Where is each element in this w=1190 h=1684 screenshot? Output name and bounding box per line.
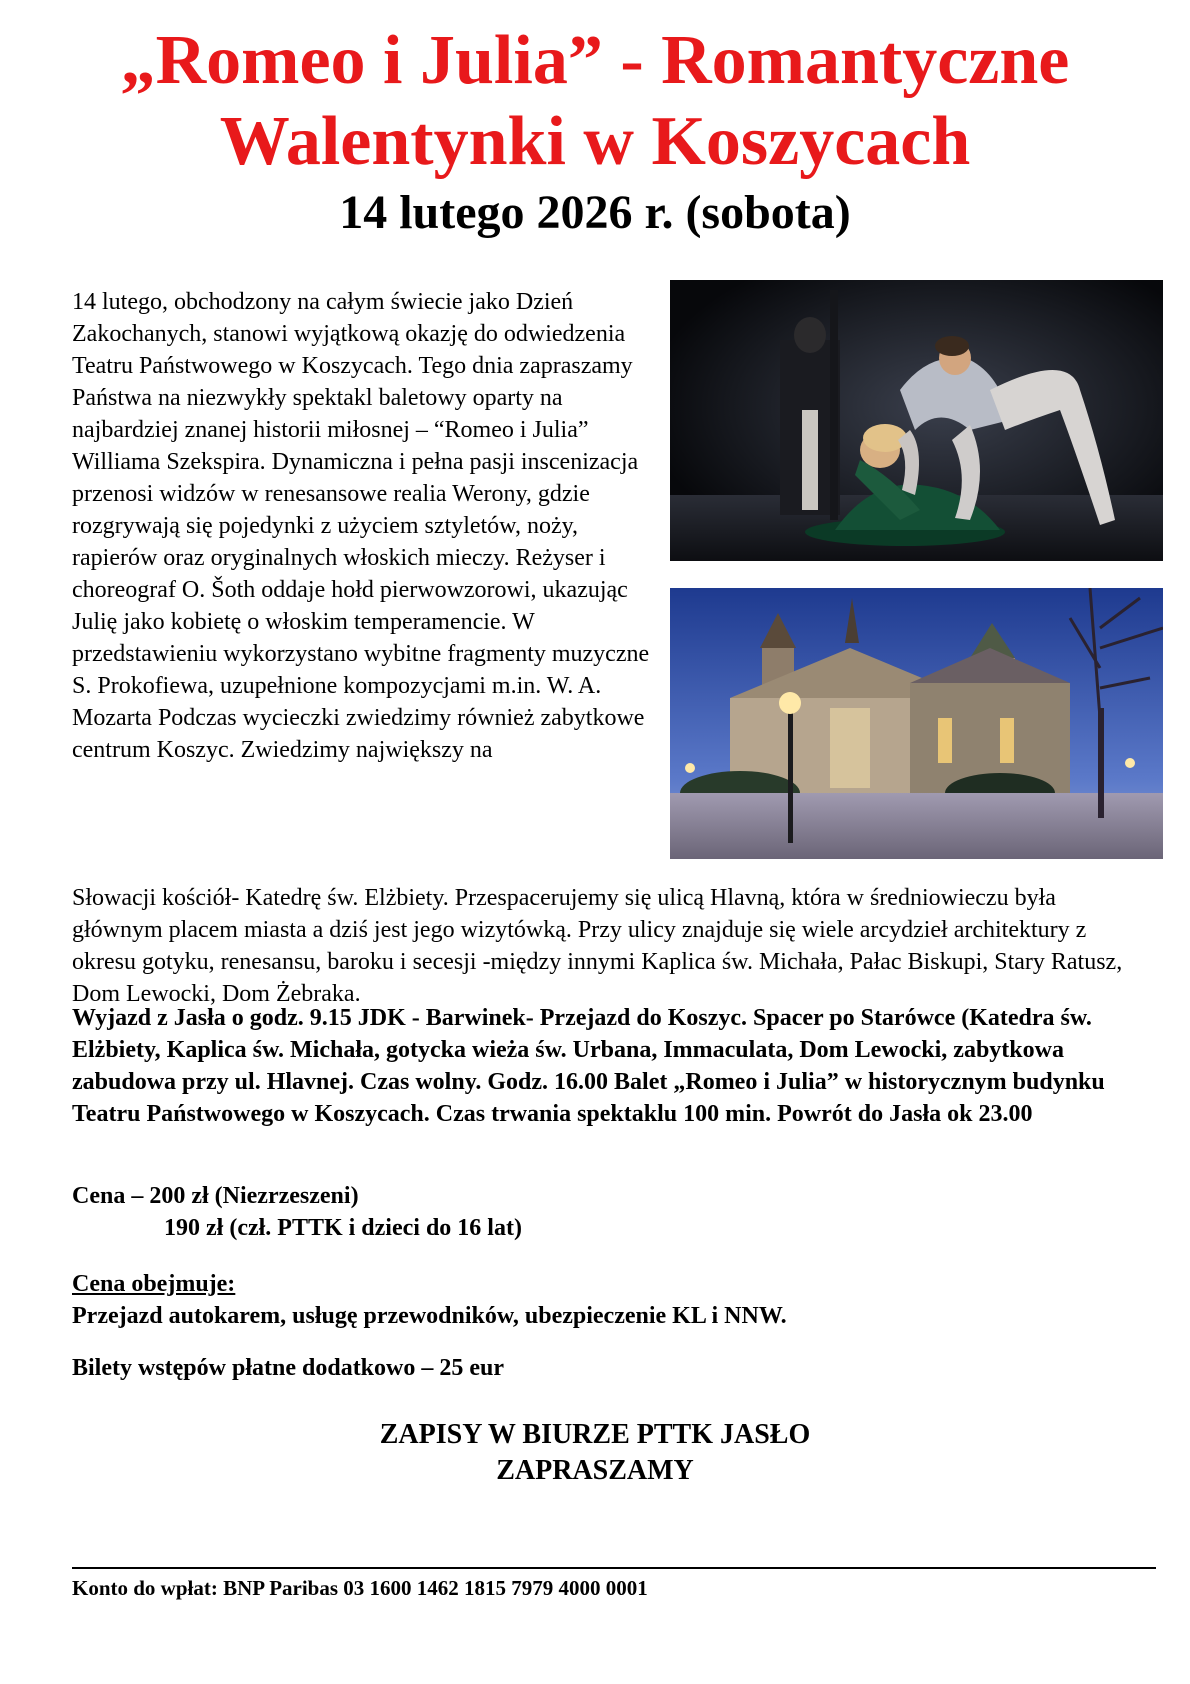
price-regular: Cena – 200 zł (Niezrzeszeni) [72, 1183, 359, 1209]
footer-divider [72, 1567, 1156, 1569]
itinerary: Wyjazd z Jasła o godz. 9.15 JDK - Barwinek- Przejazd do Koszyc. Spacer po Starówce (Katedra św. Elżbiety, Kaplica św. Michała, gotycka wieża św. Urbana, Immaculata, Dom Lewocki, zabytkowa zabudowa przy ul. Hlavnej. Czas wolny. Godz. 16.00 Balet „Romeo i Julia” w historycznym budynku Teatru Państwowego w Koszycach. Czas trwania spektaklu 100 min. Powrót do Jasła ok 23.00 [72, 1005, 1105, 1127]
invite-line: ZAPRASZAMY [496, 1455, 694, 1486]
bank-account: Konto do wpłat: BNP Paribas 03 1600 1462 1815 7979 4000 0001 [72, 1576, 648, 1600]
event-date: 14 lutego 2026 r. (sobota) [339, 186, 851, 239]
intro-paragraph-continued: Słowacji kościół- Katedrę św. Elżbiety. Przespacerujemy się ulicą Hlavną, która w średniowieczu była głównym placem miasta a dziś jest jego wizytówką. Przy ulicy znajduje się wiele arcydzieł architektury z okresu gotyku, renesansu, baroku i secesji -między innymi Kaplica św. Michała, Pałac Biskupi, Stary Ratusz, Dom Lewocki, Dom Żebraka. [72, 885, 1123, 1007]
tickets-note: Bilety wstępów płatne dodatkowo – 25 eur [72, 1355, 505, 1381]
includes-text: Przejazd autokarem, usługę przewodników, ubezpieczenie KL i NNW. [72, 1303, 787, 1329]
title-line-1: „Romeo i Julia” - Romantyczne [120, 22, 1070, 99]
cathedral-photo [670, 588, 1163, 859]
signup-line: ZAPISY W BIURZE PTTK JASŁO [379, 1419, 811, 1450]
intro-paragraph: 14 lutego, obchodzony na całym świecie jako Dzień Zakochanych, stanowi wyjątkową okazję do odwiedzenia Teatru Państwowego w Koszycach. Tego dnia zapraszamy Państwa na niezwykły spektakl baletowy oparty na najbardziej znanej historii miłosnej – “Romeo i Julia” Williama Szekspira. Dynamiczna i pełna pasji inscenizacja przenosi widzów w renesansowe realia Werony, gdzie rozgrywają się pojedynki z użyciem sztyletów, noży, rapierów oraz oryginalnych włoskich mieczy. Reżyser i choreograf O. Šoth oddaje hołd pierwowzorowi, ukazując Julię jako kobietę o włoskim temperamencie. W przedstawieniu wykorzystano wybitne fragmenty muzyczne S. Prokofiewa, uzupełnione kompozycjami m.in. W. A. Mozarta Podczas wycieczki zwiedzimy również zabytkowe centrum Koszyc. Zwiedzimy największy na [72, 289, 650, 763]
title-line-2: Walentynki w Koszycach [219, 103, 971, 180]
price-discount: 190 zł (czł. PTTK i dzieci do 16 lat) [164, 1215, 522, 1241]
ballet-photo [670, 280, 1163, 561]
includes-heading: Cena obejmuje: [72, 1271, 236, 1297]
